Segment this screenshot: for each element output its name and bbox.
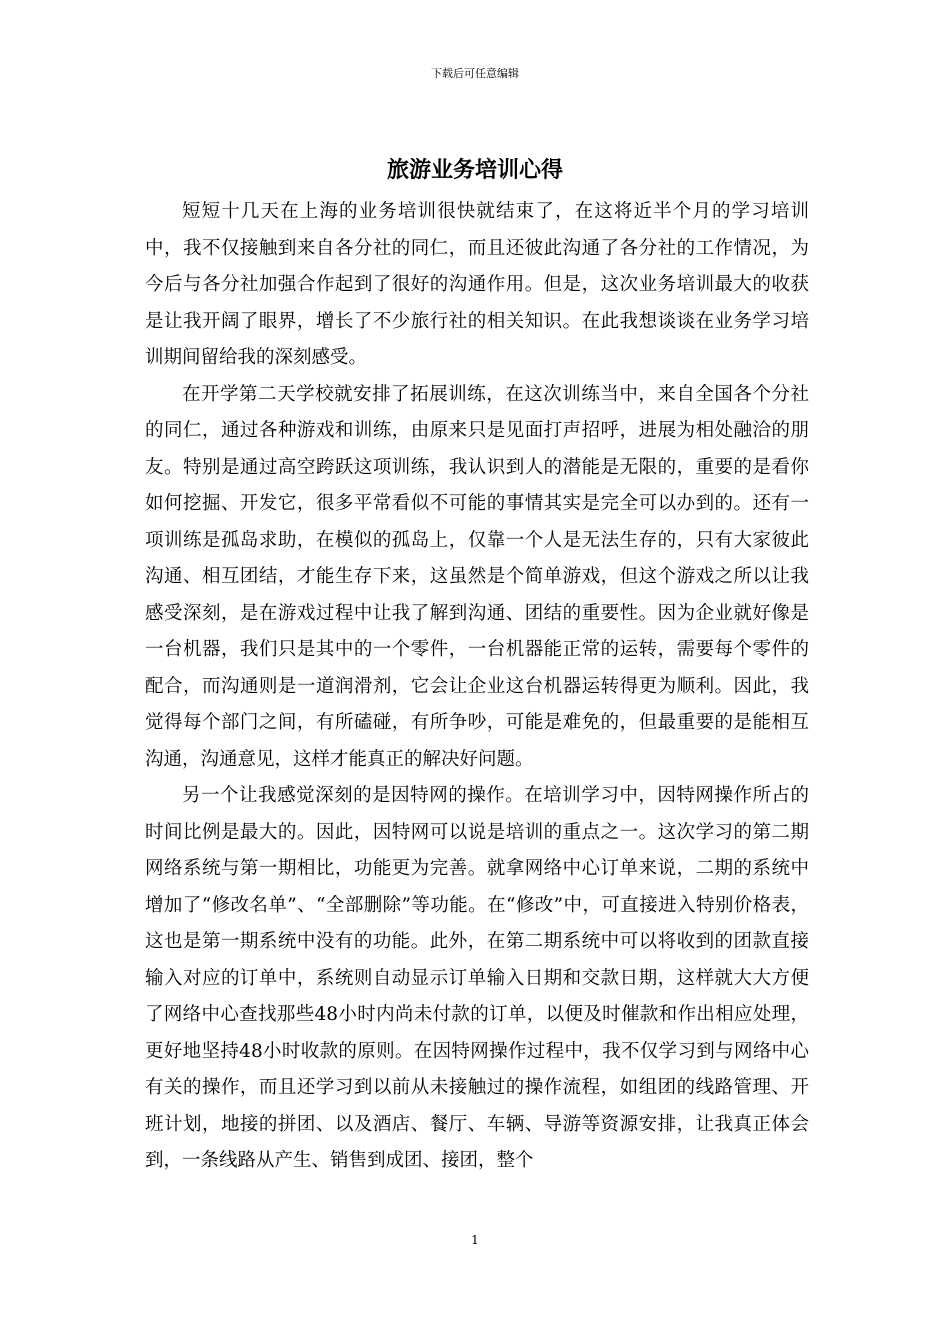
paragraph-internet-operation: 另一个让我感觉深刻的是因特网的操作。在培训学习中，因特网操作所占的时间比例是最大的。因此，因特网可以说是培训的重点之一。这次学习的第二期网络系统与第一期相比，功能更为完善。就拿网络中心订单来说，二期的系统中增加了“修改名单”、“全部删除”等功能。在“修改”中，可直接进入特别价格表，这也是第一期系统中没有的功能。此外，在第二期系统中可以将收到的团款直接输入对应的订单中，系统则自动显示订单输入日期和交款日期，这样就大大方便了网络中心查找那些48小时内尚未付款的订单，以便及时催款和作出相应处理，更好地坚持48小时收款的原则。在因特网操作过程中，我不仅学习到与网络中心有关的操作，而且还学习到以前从未接触过的操作流程，如组团的线路管理、开班计划，地接的拼团、以及酒店、餐厅、车辆、导游等资源安排，让我真正体会到，一条线路从产生、销售到成团、接团，整个 [145, 785, 809, 1171]
paragraph-intro: 短短十几天在上海的业务培训很快就结束了，在这将近半个月的学习培训中，我不仅接触到来自各分社的同仁，而且还彼此沟通了各分社的工作情况，为今后与各分社加强合作起到了很好的沟通作用。但是，这次业务培训最大的收获是让我开阔了眼界，增长了不少旅行社的相关知识。在此我想谈谈在业务学习培训期间留给我的深刻感受。 [145, 201, 809, 368]
page-number: 1 [471, 1233, 479, 1247]
paragraph-team-training: 在开学第二天学校就安排了拓展训练，在这次训练当中，来自全国各个分社的同仁，通过各种游戏和训练，由原来只是见面打声招呼，进展为相处融洽的朋友。特别是通过高空跨跃这项训练，我认识到人的潜能是无限的，重要的是看你如何挖掘、开发它，很多平常看似不可能的事情其实是完全可以办到的。还有一项训练是孤岛求助，在模似的孤岛上，仅靠一个人是无法生存的，只有大家彼此沟通、相互团结，才能生存下来，这虽然是个简单游戏，但这个游戏之所以让我感受深刻，是在游戏过程中让我了解到沟通、团结的重要性。因为企业就好像是一台机器，我们只是其中的一个零件，一台机器能正常的运转，需要每个零件的配合，而沟通则是一道润滑剂，它会让企业这台机器运转得更为顺利。因此，我觉得每个部门之间，有所磕碰，有所争吵，可能是难免的，但最重要的是能相互沟通，沟通意见，这样才能真正的解决好问题。 [145, 383, 809, 770]
document-title: 旅游业务培训心得 [386, 157, 563, 183]
page-header-note: 下载后可任意编辑 [431, 67, 519, 80]
document-body [145, 194, 809, 1180]
